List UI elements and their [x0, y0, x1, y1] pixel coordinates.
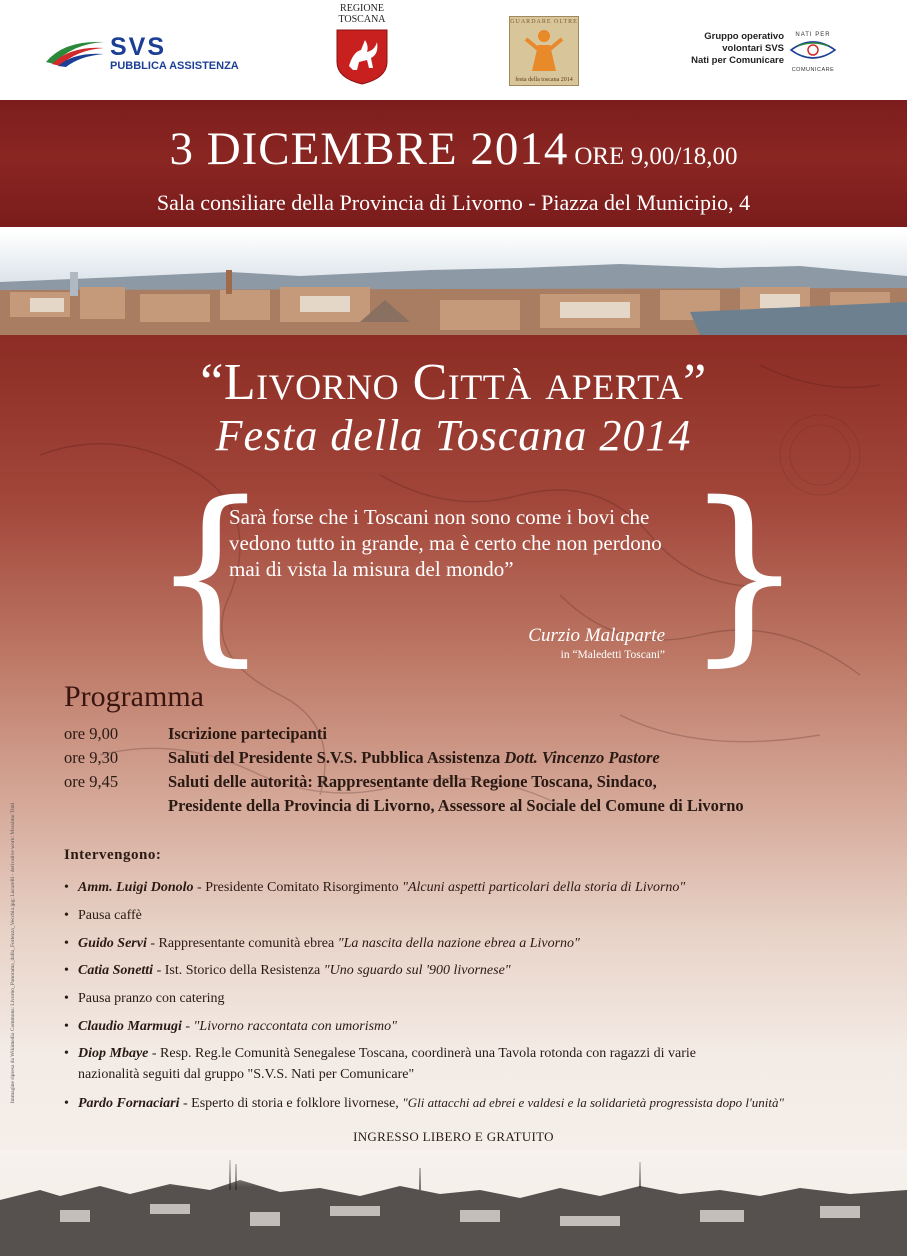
speaker-name: Pardo Fornaciari	[78, 1096, 180, 1111]
image-credit	[3, 780, 17, 1140]
left-brace-icon: {	[150, 462, 271, 683]
speaker-role-continued: nazionalità seguiti dal gruppo "S.V.S. Nati per Comunicare"	[78, 1067, 415, 1082]
talk-title: "Alcuni aspetti particolari della storia di Livorno"	[402, 880, 686, 895]
npc-bottom-text: COMUNICARE	[791, 67, 835, 73]
svs-name: SVS	[110, 33, 167, 61]
festa-logo-top-text: GUARDARE OLTRE	[510, 19, 578, 25]
event-date	[0, 122, 907, 176]
pegasus-shield-icon	[335, 28, 389, 86]
svs-swoosh-icon	[44, 36, 106, 68]
figure-icon	[524, 27, 564, 73]
programma-heading: Programma	[64, 680, 204, 713]
program-desc-continued: Presidente della Provincia di Livorno, Assessore al Sociale del Comune di Livorno	[168, 796, 744, 815]
gruppo-line-3: Nati per Comunicare	[691, 55, 784, 66]
list-item	[64, 1043, 884, 1085]
talk-title: "Gli attacchi ad ebrei e valdesi e la solidarietà progressista dopo l'unità"	[402, 1095, 784, 1110]
regione-line2: TOSCANA	[338, 14, 386, 25]
bullet-icon: •	[64, 1046, 69, 1061]
speaker-name: Amm. Luigi Donolo	[78, 880, 194, 895]
npc-top-text: NATI PER	[795, 32, 831, 38]
bullet-icon: •	[64, 963, 69, 978]
logo-bar	[0, 0, 907, 100]
gruppo-operativo-text	[680, 31, 784, 67]
intervengono-heading: Intervengono:	[64, 847, 162, 863]
historic-city-engraving-image	[0, 1150, 907, 1256]
speaker-role: - Ist. Storico della Resistenza	[153, 963, 324, 978]
svs-subtitle: PUBBLICA ASSISTENZA	[110, 60, 239, 72]
gruppo-line-1: Gruppo operativo	[704, 31, 784, 42]
list-item	[64, 933, 884, 954]
program-time: ore 9,45	[64, 772, 119, 791]
speaker-role: -	[181, 1019, 194, 1034]
speaker-role: - Presidente Comitato Risorgimento	[193, 880, 403, 895]
event-subtitle: Festa della Toscana 2014	[215, 411, 692, 460]
date-text: 3 DICEMBRE 2014	[169, 123, 569, 175]
regione-toscana-logo	[332, 3, 392, 91]
list-item	[64, 877, 884, 898]
talk-title: "La nascita della nazione ebrea a Livorno"	[337, 936, 580, 951]
nati-per-comunicare-logo	[788, 32, 838, 73]
talk-title: "Uno sguardo sul '900 livornese"	[323, 963, 511, 978]
talk-title: "Livorno raccontata con umorismo"	[193, 1019, 398, 1034]
program-desc: Saluti del Presidente S.V.S. Pubblica Assistenza	[168, 748, 505, 767]
quote-source: in “Maledetti Toscani”	[560, 649, 665, 661]
program-speaker: Dott. Vincenzo Pastore	[504, 748, 660, 767]
break-text: Pausa pranzo con catering	[78, 991, 225, 1006]
festa-logo-bottom-text: festa della toscana 2014	[515, 77, 573, 83]
list-item	[64, 1092, 884, 1114]
bullet-icon: •	[64, 908, 69, 923]
speaker-name: Diop Mbaye	[78, 1046, 149, 1061]
program-time: ore 9,30	[64, 748, 119, 767]
malaparte-quote: Sarà forse che i Toscani non sono come i bovi che vedono tutto in grande, ma è certo che non perdono mai di vista la misura del mondo”	[229, 505, 662, 581]
program-desc: Iscrizione partecipanti	[168, 724, 328, 743]
program-desc: Saluti delle autorità: Rappresentante della Regione Toscana, Sindaco,	[168, 772, 657, 791]
quote-author: Curzio Malaparte	[528, 625, 665, 646]
regione-line1: REGIONE	[340, 3, 384, 14]
speaker-role: - Resp. Reg.le Comunità Senegalese Toscana, coordinerà una Tavola rotonda con ragazzi di varie	[148, 1046, 696, 1061]
break-text: Pausa caffè	[78, 908, 142, 923]
bullet-icon: •	[64, 1019, 69, 1034]
hours-text: ORE 9,00/18,00	[574, 143, 738, 170]
speaker-name: Catia Sonetti	[78, 963, 154, 978]
event-venue: Sala consiliare della Provincia di Livorno - Piazza del Municipio, 4	[156, 190, 751, 215]
right-brace-icon: }	[684, 462, 805, 683]
bullet-icon: •	[64, 880, 69, 895]
speaker-role: - Esperto di storia e folklore livornese,	[179, 1096, 403, 1111]
livorno-panorama-image	[0, 232, 907, 335]
list-item	[64, 905, 884, 926]
list-item	[64, 988, 884, 1009]
list-item	[64, 1016, 884, 1037]
event-title: “Livorno Città aperta”	[200, 354, 707, 411]
image-credit-text: Immagine ripresa da Wikimedia Commons: Livorno_Panorama_dalla_Fortezza_Vecchia.jpg; Lucarelli - derivative work: Massimo Tinti	[10, 802, 16, 1104]
bullet-icon: •	[64, 936, 69, 951]
speaker-role: - Rappresentante comunità ebrea	[146, 936, 338, 951]
bullet-icon: •	[64, 1096, 69, 1111]
eye-icon	[788, 38, 838, 62]
gruppo-line-2: volontari SVS	[722, 43, 784, 54]
bullet-icon: •	[64, 991, 69, 1006]
list-item	[64, 960, 884, 981]
program-time: ore 9,00	[64, 724, 119, 743]
festa-toscana-logo	[509, 16, 579, 86]
speaker-name: Guido Servi	[78, 936, 147, 951]
svs-logo	[44, 33, 239, 76]
speaker-name: Claudio Marmugi	[78, 1019, 182, 1034]
free-entry-text: INGRESSO LIBERO E GRATUITO	[353, 1129, 554, 1144]
program-desc-wrap	[168, 748, 660, 768]
